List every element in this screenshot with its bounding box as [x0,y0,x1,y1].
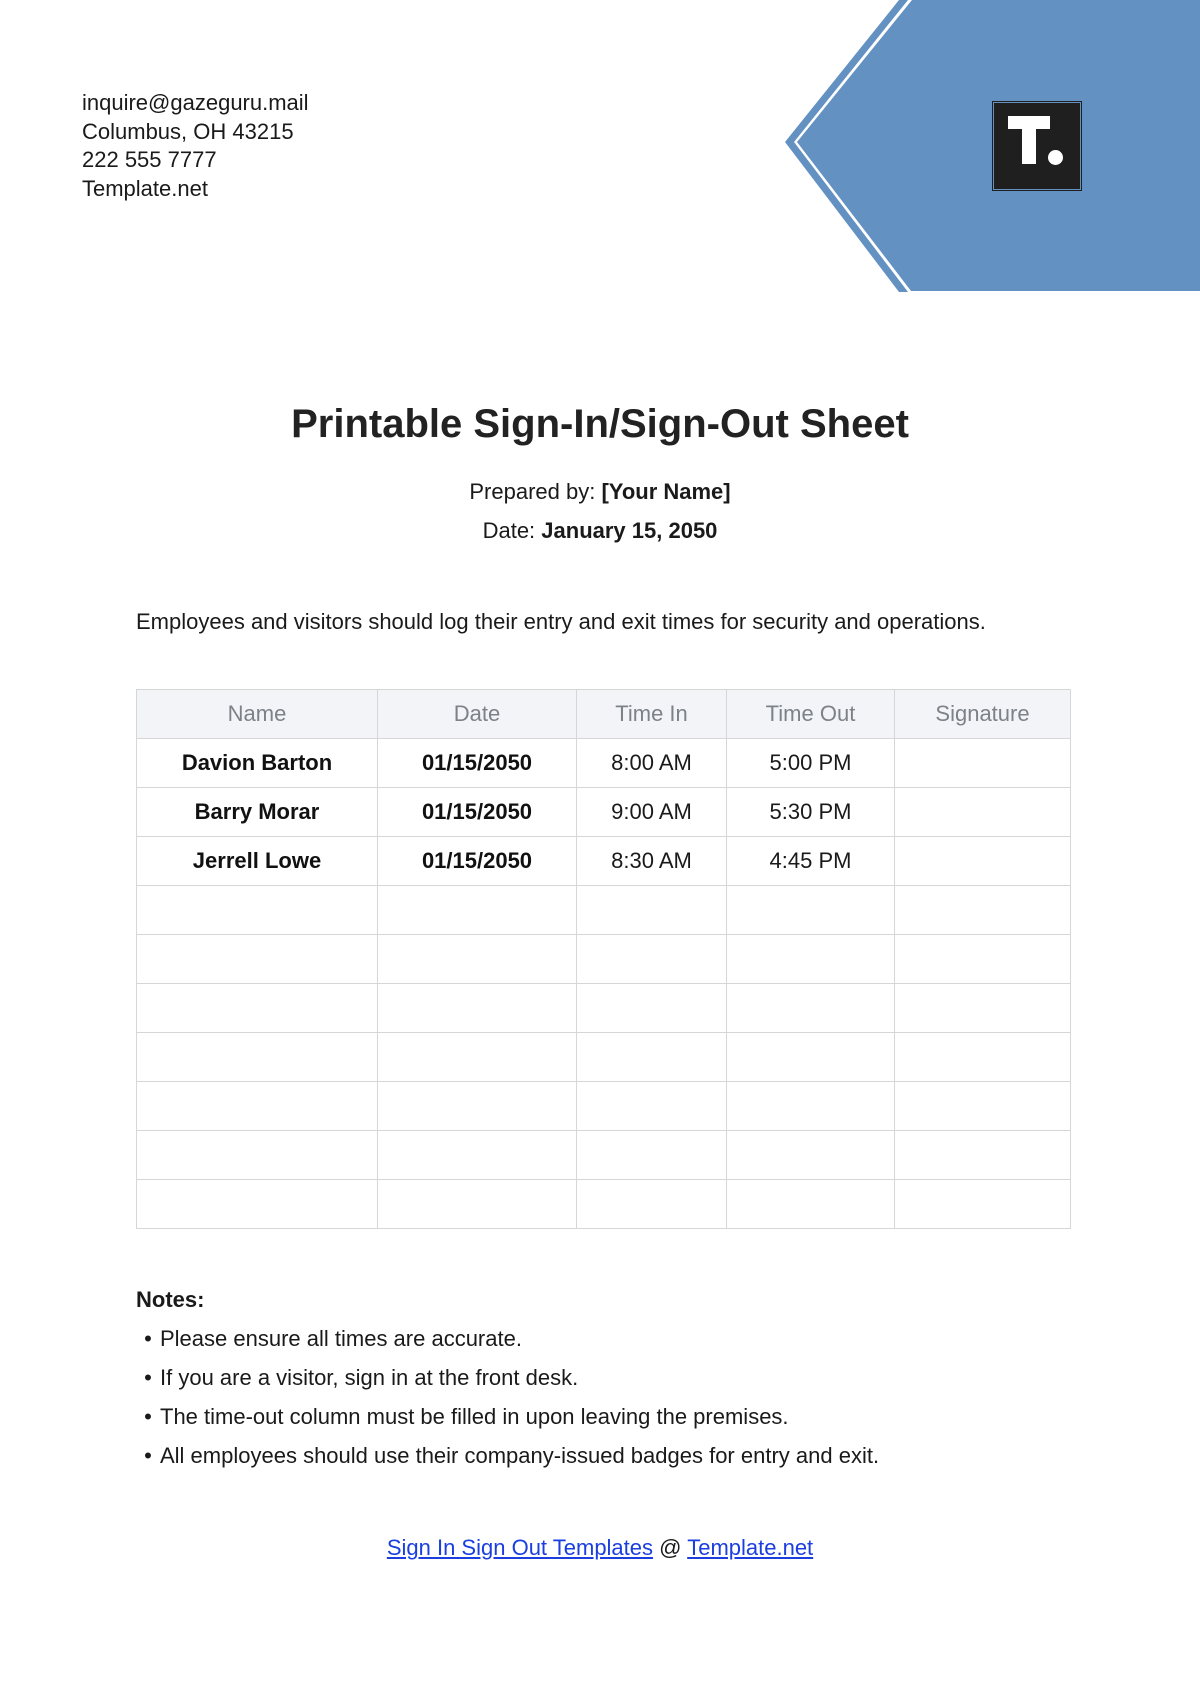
column-header-name: Name [137,690,378,739]
cell-date[interactable] [378,935,577,984]
cell-name[interactable] [137,984,378,1033]
cell-name[interactable] [137,1082,378,1131]
template-logo [994,103,1080,189]
footer [0,1534,1200,1562]
sign-in-templates-link[interactable]: Sign In Sign Out Templates [386,1535,654,1560]
contact-address: Columbus, OH 43215 [82,118,294,144]
note-text: Please ensure all times are accurate. [160,1326,522,1351]
cell-signature[interactable] [895,1131,1071,1180]
cell-signature[interactable] [895,739,1071,788]
cell-date[interactable] [378,1131,577,1180]
notes-title: Notes: [136,1287,205,1312]
cell-name[interactable]: Davion Barton [137,739,378,788]
table-row [137,1033,1071,1082]
cell-signature[interactable] [895,788,1071,837]
cell-signature[interactable] [895,886,1071,935]
cell-name[interactable] [137,935,378,984]
table-row [137,837,1071,886]
cell-name[interactable]: Barry Morar [137,788,378,837]
list-item [136,1442,879,1481]
bullet-icon: • [144,1365,152,1390]
list-item [136,1364,879,1403]
column-header-time-out: Time Out [727,690,895,739]
cell-date[interactable]: 01/15/2050 [378,739,577,788]
cell-signature[interactable] [895,984,1071,1033]
table-row [137,935,1071,984]
cell-signature[interactable] [895,1180,1071,1229]
date-line [0,517,1200,545]
cell-date[interactable] [378,1082,577,1131]
bullet-icon: • [144,1326,152,1351]
cell-time-out[interactable] [727,984,895,1033]
table-row [137,788,1071,837]
cell-time-in[interactable] [577,935,727,984]
cell-time-in[interactable]: 8:00 AM [577,739,727,788]
cell-date[interactable] [378,984,577,1033]
note-text: All employees should use their company-issued badges for entry and exit. [160,1443,880,1468]
intro-text: Employees and visitors should log their entry and exit times for security and operations. [136,609,986,634]
date-label: Date: [482,518,542,543]
table-row [137,984,1071,1033]
cell-name[interactable] [137,1131,378,1180]
cell-signature[interactable] [895,837,1071,886]
date-value: January 15, 2050 [541,518,718,543]
sign-in-table [136,689,1071,1229]
column-header-date: Date [378,690,577,739]
cell-date[interactable]: 01/15/2050 [378,788,577,837]
bullet-icon: • [144,1443,152,1468]
prepared-by-line [0,478,1200,506]
cell-signature[interactable] [895,935,1071,984]
table-row [137,1082,1071,1131]
cell-name[interactable] [137,1180,378,1229]
list-item [136,1403,879,1442]
prepared-by-label: Prepared by: [469,479,602,504]
cell-time-out[interactable] [727,1180,895,1229]
cell-time-in[interactable]: 9:00 AM [577,788,727,837]
cell-time-out[interactable] [727,886,895,935]
table-row [137,1131,1071,1180]
cell-time-out[interactable] [727,935,895,984]
cell-time-out[interactable]: 5:30 PM [727,788,895,837]
page-title: Printable Sign-In/Sign-Out Sheet [291,402,909,446]
prepared-by-value: [Your Name] [601,479,731,504]
note-text: The time-out column must be filled in upon leaving the premises. [160,1404,789,1429]
contact-email: inquire@gazeguru.mail [82,90,309,115]
cell-time-in[interactable] [577,886,727,935]
cell-date[interactable] [378,886,577,935]
bullet-icon: • [144,1404,152,1429]
note-text: If you are a visitor, sign in at the front desk. [160,1365,579,1390]
table-row [137,739,1071,788]
cell-time-out[interactable]: 5:00 PM [727,739,895,788]
cell-time-in[interactable] [577,984,727,1033]
cell-time-in[interactable] [577,1180,727,1229]
list-item [136,1325,879,1364]
cell-time-out[interactable] [727,1082,895,1131]
cell-date[interactable]: 01/15/2050 [378,837,577,886]
cell-name[interactable]: Jerrell Lowe [137,837,378,886]
table-header-row [137,690,1071,739]
cell-time-out[interactable] [727,1131,895,1180]
logo-dot [1048,150,1063,165]
cell-time-out[interactable]: 4:45 PM [727,837,895,886]
cell-signature[interactable] [895,1082,1071,1131]
logo-t-glyph [1008,116,1044,164]
cell-time-in[interactable] [577,1131,727,1180]
cell-date[interactable] [378,1180,577,1229]
cell-date[interactable] [378,1033,577,1082]
contact-block [82,89,309,203]
footer-separator: @ [653,1535,688,1560]
contact-website: Template.net [82,175,208,201]
cell-time-in[interactable] [577,1082,727,1131]
cell-time-in[interactable] [577,1033,727,1082]
contact-phone: 222 555 7777 [82,147,217,173]
column-header-time-in: Time In [577,690,727,739]
cell-name[interactable] [137,1033,378,1082]
table-row [137,1180,1071,1229]
cell-signature[interactable] [895,1033,1071,1082]
table-row [137,886,1071,935]
cell-time-in[interactable]: 8:30 AM [577,837,727,886]
template-net-link[interactable]: Template.net [687,1535,814,1560]
cell-time-out[interactable] [727,1033,895,1082]
notes-list [136,1325,879,1481]
cell-name[interactable] [137,886,378,935]
column-header-signature: Signature [895,690,1071,739]
